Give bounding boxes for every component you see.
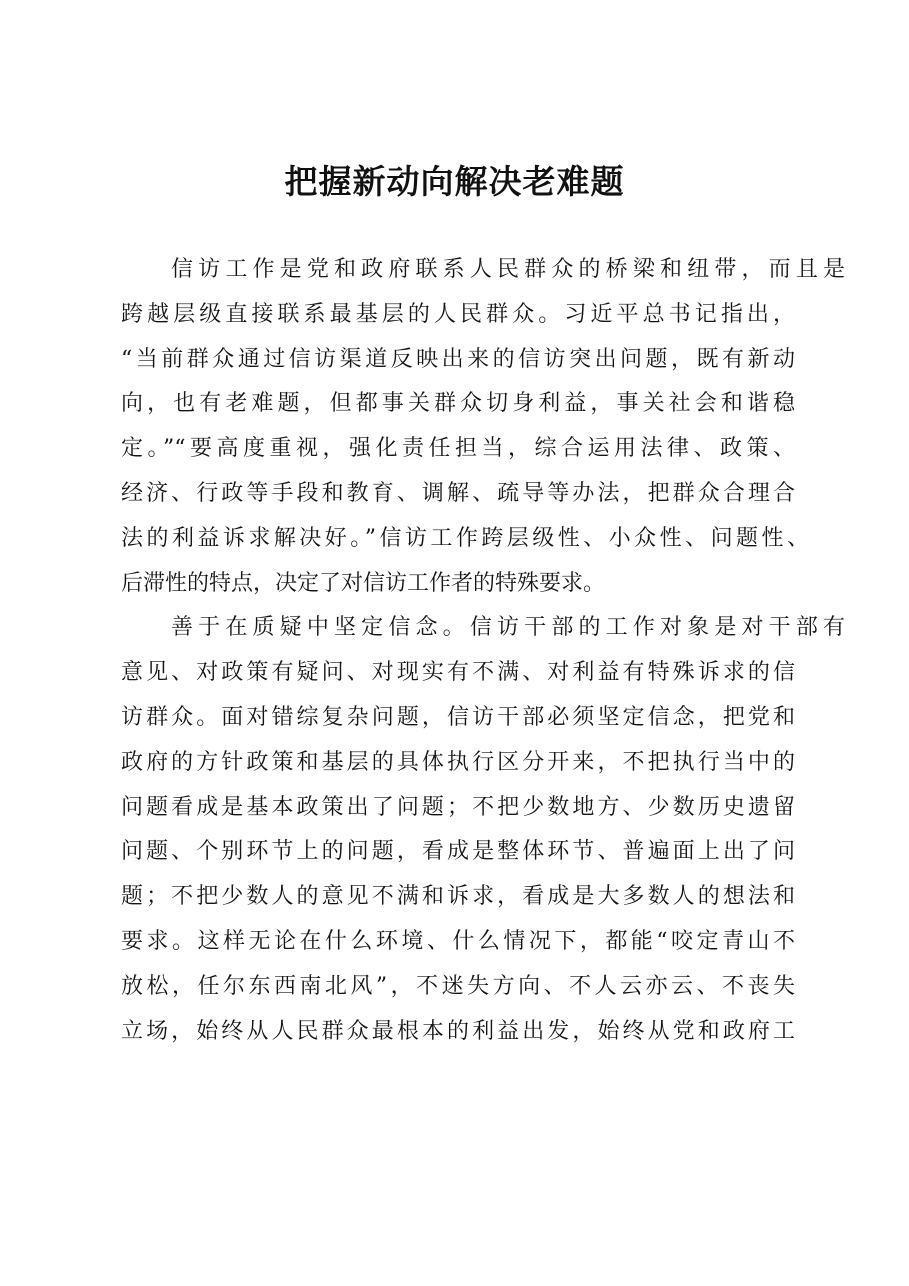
paragraph-2 bbox=[121, 606, 845, 1054]
paragraph-line: 向，也有老难题，但都事关群众切身利益，事关社会和谐稳 bbox=[121, 391, 795, 417]
paragraph-line: “当前群众通过信访渠道反映出来的信访突出问题，既有新动 bbox=[121, 346, 795, 372]
paragraph-1 bbox=[121, 248, 845, 606]
document-body bbox=[121, 248, 845, 1054]
paragraph-line: 立场，始终从人民群众最根本的利益出发，始终从党和政府工 bbox=[121, 1018, 795, 1044]
paragraph-line: 题；不把少数人的意见不满和诉求，看成是大多数人的想法和 bbox=[121, 884, 795, 910]
document-title: 把握新动向解决老难题 bbox=[284, 162, 625, 201]
paragraph-line: 放松，任尔东西南北风”，不迷失方向、不人云亦云、不丧失 bbox=[121, 973, 795, 999]
paragraph-line: 要求。这样无论在什么环境、什么情况下，都能“咬定青山不 bbox=[121, 928, 795, 954]
paragraph-line: 问题、个别环节上的问题，看成是整体环节、普遍面上出了问 bbox=[121, 839, 795, 865]
paragraph-line: 问题看成是基本政策出了问题；不把少数地方、少数历史遗留 bbox=[121, 794, 795, 820]
paragraph-line: 后滞性的特点，决定了对信访工作者的特殊要求。 bbox=[121, 570, 606, 596]
paragraph-line: 善于在质疑中坚定信念。信访干部的工作对象是对干部有 bbox=[171, 615, 845, 641]
paragraph-line: 政府的方针政策和基层的具体执行区分开来，不把执行当中的 bbox=[121, 749, 795, 775]
paragraph-line: 经济、行政等手段和教育、调解、疏导等办法，把群众合理合 bbox=[121, 480, 795, 506]
paragraph-line: 访群众。面对错综复杂问题，信访干部必须坚定信念，把党和 bbox=[121, 704, 795, 730]
paragraph-line: 跨越层级直接联系最基层的人民群众。习近平总书记指出， bbox=[121, 301, 795, 327]
paragraph-line: 法的利益诉求解决好。”信访工作跨层级性、小众性、问题性、 bbox=[121, 525, 809, 551]
paragraph-line: 定。”“要高度重视，强化责任担当，综合运用法律、政策、 bbox=[121, 436, 795, 462]
paragraph-line: 信访工作是党和政府联系人民群众的桥梁和纽带，而且是 bbox=[171, 257, 845, 282]
paragraph-line: 意见、对政策有疑问、对现实有不满、对利益有特殊诉求的信 bbox=[121, 660, 795, 686]
